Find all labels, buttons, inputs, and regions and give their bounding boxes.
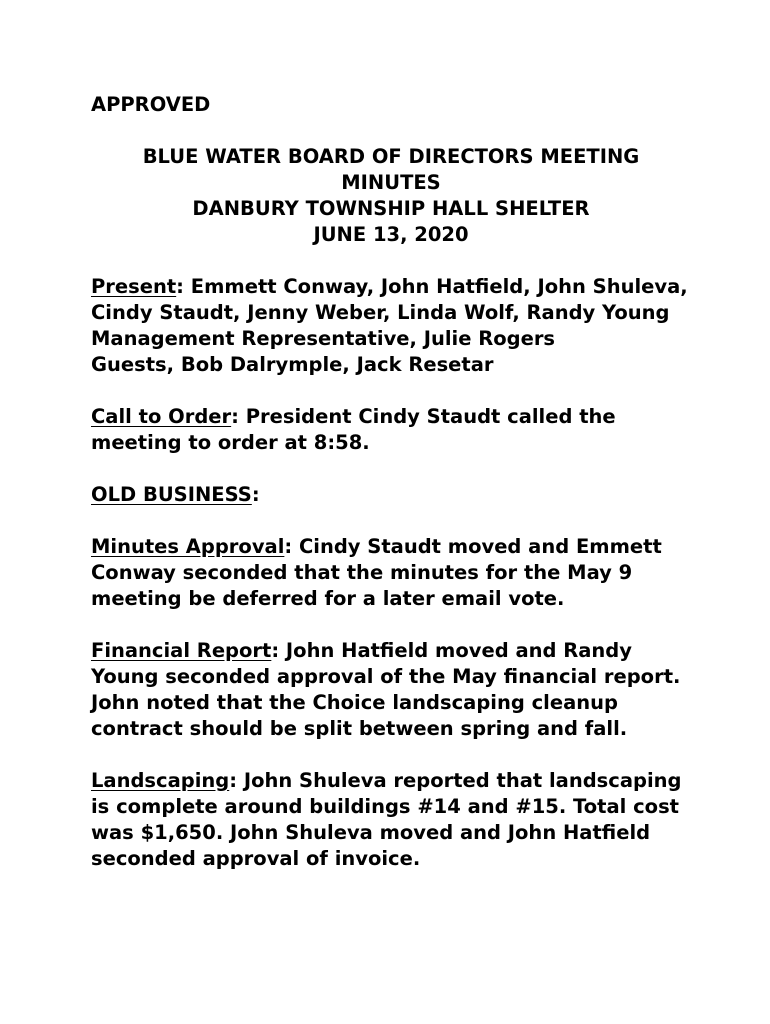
minutes-approval-label: Minutes Approval [91,535,285,558]
financial-report-label: Financial Report [91,639,272,662]
old-business-section [91,482,691,508]
old-business-label: OLD BUSINESS [91,483,252,506]
approval-status: APPROVED [91,93,211,116]
financial-report-text: : John Hatfield moved and Randy Young seconded approval of the May financial report. John noted that the Choice landscaping cleanup contract should be split between spring and fall. [91,639,681,740]
title-line-date: JUNE 13, 2020 [313,223,469,246]
landscaping-label: Landscaping [91,769,230,792]
present-attendees [91,274,691,326]
minutes-approval-section [91,534,691,612]
guests: Guests, Bob Dalrymple, Jack Resetar [91,353,494,376]
landscaping-text: : John Shuleva reported that landscaping is complete around buildings #14 and #15. Total cost was $1,650. John Shuleva moved and John Hatfield seconded approval of invoice. [91,769,682,870]
present-label: Present [91,275,177,298]
title-line-organization: BLUE WATER BOARD OF DIRECTORS MEETING MINUTES [142,145,640,194]
landscaping-section [91,768,691,872]
minutes-approval-text: : Cindy Staudt moved and Emmett Conway seconded that the minutes for the May 9 meeting be deferred for a later email vote. [91,535,662,610]
present-section [91,274,691,378]
call-to-order-label: Call to Order [91,405,232,428]
management-representative: Management Representative, Julie Rogers [91,327,556,350]
old-business-text: : [251,483,260,506]
call-to-order-section [91,404,691,456]
present-text: : Emmett Conway, John Hatfield, John Shuleva, Cindy Staudt, Jenny Weber, Linda Wolf, Randy Young [91,275,688,324]
title-line-location: DANBURY TOWNSHIP HALL SHELTER [192,197,590,220]
document-page [91,92,691,872]
call-to-order-text: : President Cindy Staudt called the meeting to order at 8:58. [91,405,616,454]
financial-report-section [91,638,691,742]
document-title [91,144,691,248]
